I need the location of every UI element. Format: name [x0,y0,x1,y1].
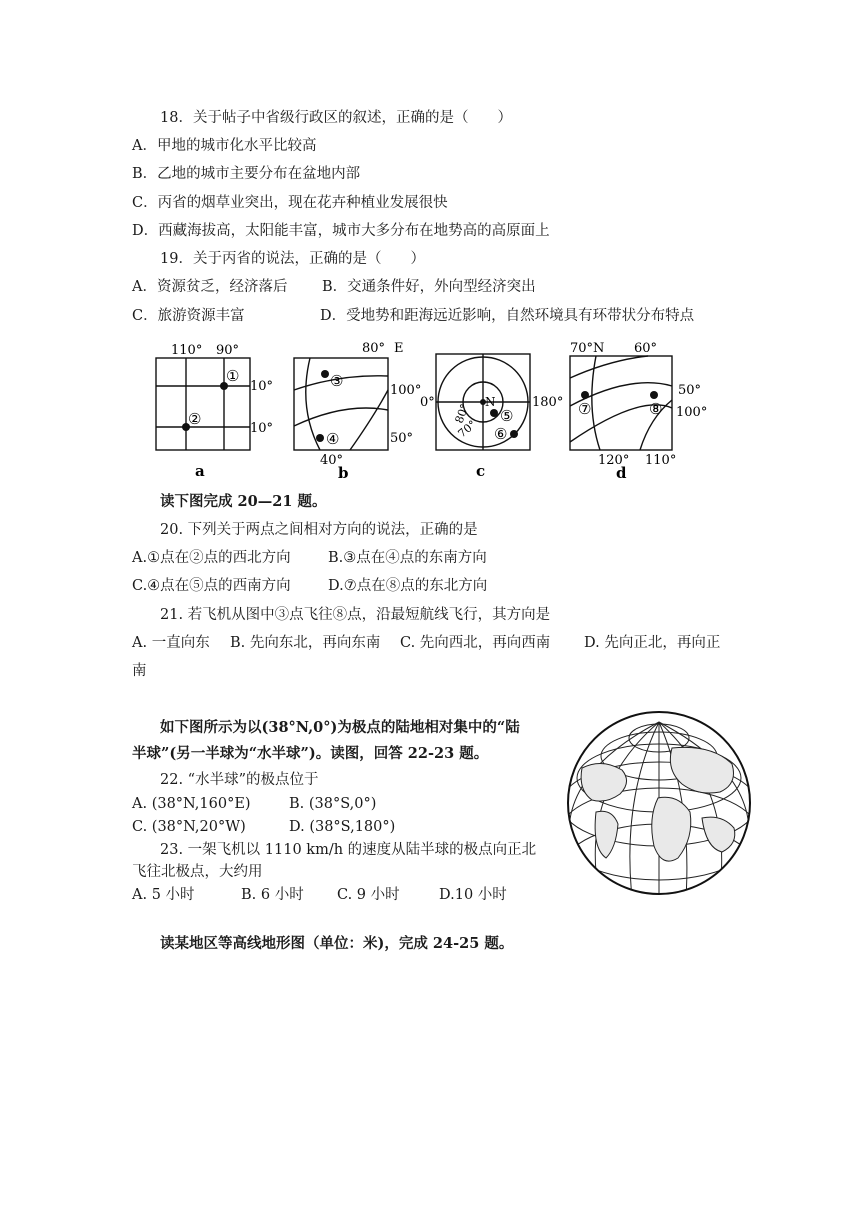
q21-option-a: A. 一直向东 [132,635,210,651]
q18-stem: 18．关于帖子中省级行政区的叙述，正确的是（ ） [160,110,512,126]
q23-stem-line2: 飞往北极点，大约用 [132,864,263,880]
q22-option-c: C. (38°N,20°W) [132,819,246,835]
q18-option-b: B．乙地的城市主要分布在盆地内部 [132,166,361,182]
q23-option-c: C. 9 小时 [337,887,400,903]
q20-option-c: C.④点在⑤点的西南方向 [132,578,291,594]
intro-22-23-line1: 如下图所示为以(38°N,0°)为极点的陆地相对集中的“陆 [160,719,520,736]
d-top-right-60: 60° [634,341,658,356]
q21-stem: 21. 若飞机从图中③点飞往⑧点，沿最短航线飞行，其方向是 [160,607,551,623]
d-bottom-110: 110° [645,453,677,468]
q19-option-a: A．资源贫乏，经济落后 [132,279,288,295]
point-4-dot [316,434,324,442]
c-right-180: 180° [532,395,564,410]
intro-20-21: 读下图完成 20—21 题。 [160,493,327,510]
b-top-80: 80° [362,341,386,356]
b-bottom-right-50: 50° [390,431,414,446]
c-point-5-label: ⑤ [500,407,514,425]
q20-option-a: A.①点在②点的西北方向 [132,550,291,566]
d-point-7-label: ⑦ [578,400,592,418]
q19-option-d: D．受地势和距海远近影响，自然环境具有环带状分布特点 [320,308,695,324]
point-7-dot [581,391,589,399]
q21-option-d-cont: 南 [132,663,147,679]
q22-option-b: B. (38°S,0°) [289,796,377,812]
c-caption: c [476,462,486,480]
q22-option-a: A. (38°N,160°E) [132,796,251,812]
q18-option-c: C．丙省的烟草业突出，现在花卉种植业发展很快 [132,195,448,211]
q18-option-a: A．甲地的城市化水平比较高 [132,138,317,154]
q18-option-d: D．西藏海拔高，太阳能丰富，城市大多分布在地势高的高原面上 [132,223,550,239]
d-point-8-label: ⑧ [649,400,663,418]
d-caption: d [616,464,627,482]
q20-stem: 20. 下列关于两点之间相对方向的说法，正确的是 [160,522,478,538]
q22-option-d: D. (38°S,180°) [289,819,396,835]
q20-option-b: B.③点在④点的东南方向 [328,550,487,566]
q20-option-d: D.⑦点在⑧点的东北方向 [328,578,488,594]
c-lat-80: 80° [452,402,472,426]
c-lat-70: 70° [455,417,479,441]
b-caption: b [338,464,349,482]
c-center-n: N [485,395,496,409]
a-caption: a [195,462,205,480]
a-lon-110: 110° [171,343,203,358]
q23-stem-line1: 23. 一架飞机以 1110 km/h 的速度从陆半球的极点向正北 [160,842,537,858]
a-lat-top: 10° [250,379,274,394]
q23-option-a: A. 5 小时 [132,887,195,903]
b-bottom-40: 40° [320,453,344,468]
q22-stem: 22. “水半球”的极点位于 [160,772,319,788]
a-lon-90: 90° [216,343,240,358]
a-lat-bottom: 10° [250,421,274,436]
d-right-100: 100° [676,405,708,420]
point-8-dot [650,391,658,399]
q23-option-d: D.10 小时 [439,887,507,903]
q19-option-b: B．交通条件好，外向型经济突出 [322,279,536,295]
b-right-100: 100° [390,383,422,398]
intro-24-25: 读某地区等高线地形图（单位：米)，完成 24-25 题。 [160,935,514,952]
q19-stem: 19．关于丙省的说法，正确的是（ ） [160,251,425,267]
land-hemisphere-globe [562,708,756,898]
c-point-6-label: ⑥ [494,425,508,443]
point-6-dot [510,430,518,438]
intro-22-23-line2: 半球”(另一半球为“水半球”)。读图，回答 22-23 题。 [132,745,489,762]
d-right-50: 50° [678,383,702,398]
b-point-3-label: ③ [330,372,344,390]
q19-option-c: C．旅游资源丰富 [132,308,245,324]
graticule-figure-svg [140,338,720,486]
q23-option-b: B. 6 小时 [241,887,304,903]
a-point-2-label: ② [188,410,202,428]
globe-svg [562,708,756,898]
q21-option-c: C. 先向西北，再向西南 [400,635,551,651]
b-direction-e: E [394,341,404,356]
point-3-dot [321,370,329,378]
d-bottom-120: 120° [598,453,630,468]
a-point-1-label: ① [226,367,240,385]
point-5-dot [490,409,498,417]
q21-option-b: B. 先向东北，再向东南 [230,635,381,651]
c-left-0: 0° [420,395,435,410]
d-top-left-70n: 70°N [570,341,605,356]
b-point-4-label: ④ [326,430,340,448]
graticule-figure [140,338,720,486]
q21-option-d: D. 先向正北，再向正 [584,635,721,651]
